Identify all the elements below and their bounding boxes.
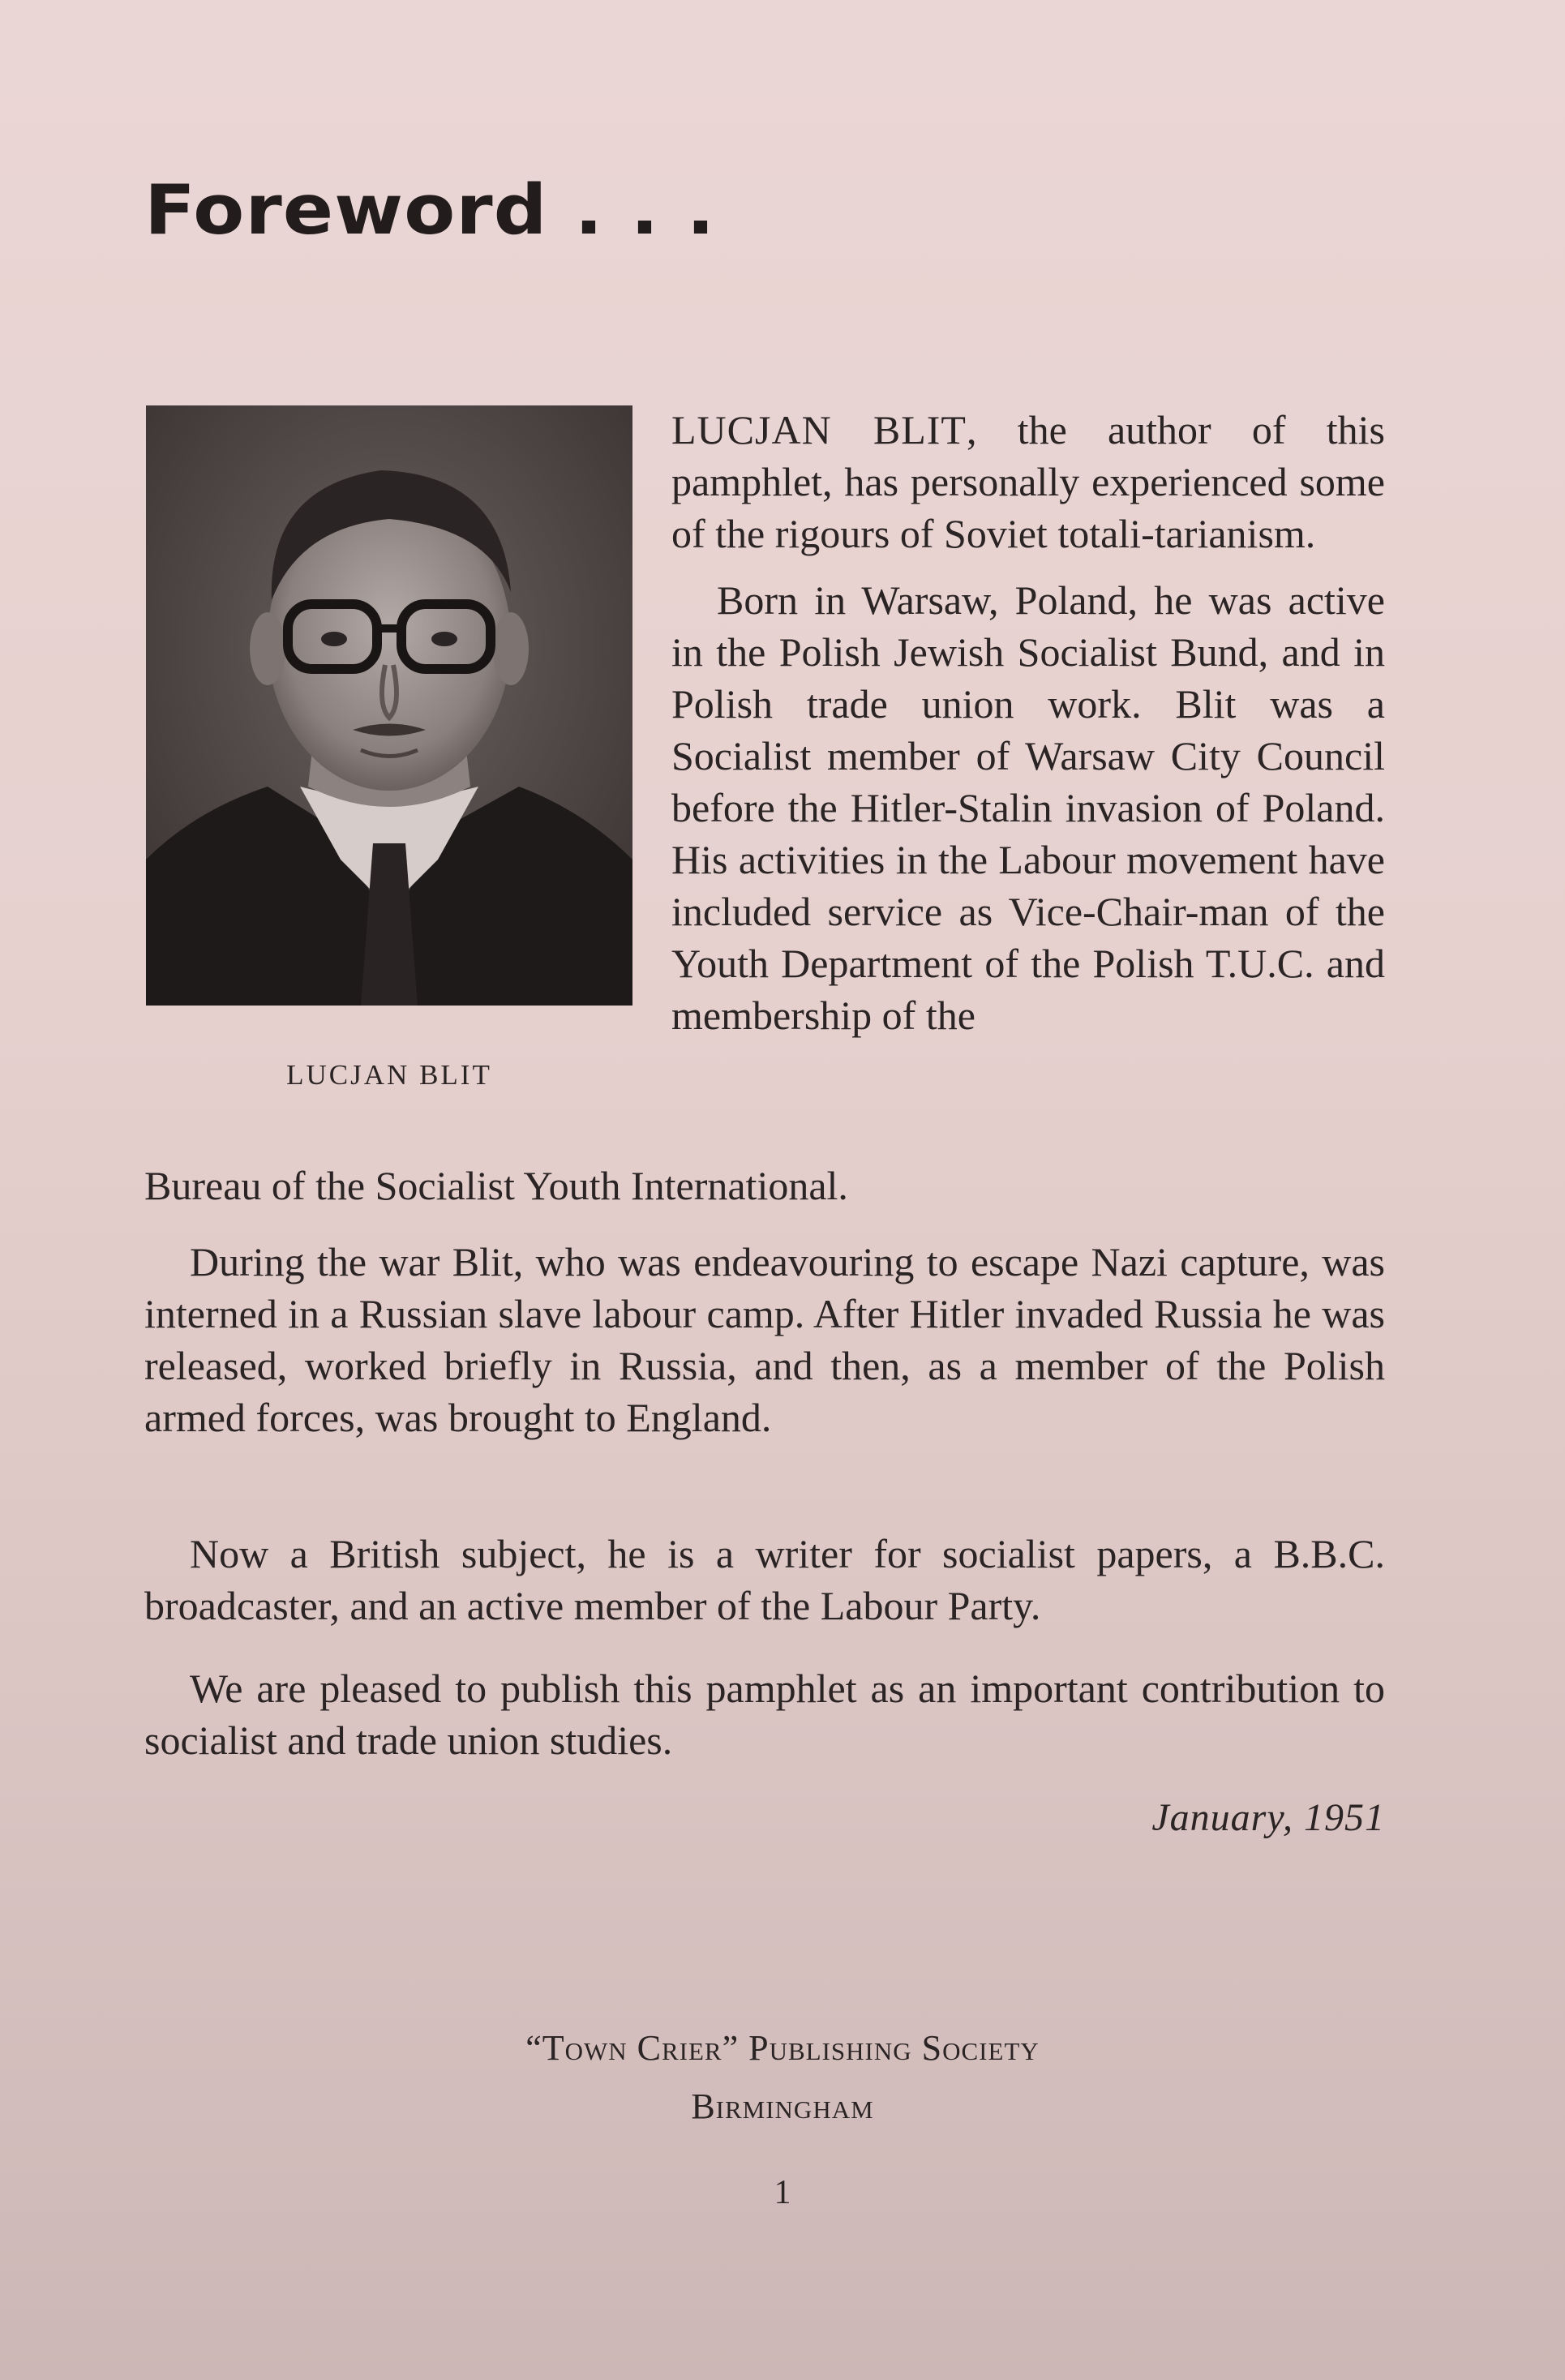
page-title: Foreword . . .	[144, 170, 716, 251]
author-portrait	[146, 405, 632, 1006]
foreword-paragraph-2: Born in Warsaw, Poland, he was active in the Polish Jewish Socialist Bund, and in Polish trade union work. Blit was a Socialist member of Warsaw City Council before the Hitler-Stalin invasion of Poland. His activities in the Labour movement have included service as Vice-Chair-man of the Youth Department of the Polish T.U.C. and membership of the	[671, 577, 1385, 1038]
foreword-paragraph-1	[671, 404, 1385, 560]
paragraph-4-text: Now a British subject, he is a writer for socialist papers, a B.B.C. broadcaster, and an active member of the Labour Party.	[144, 1531, 1385, 1628]
foreword-paragraph-4	[144, 1528, 1385, 1632]
author-name: LUCJAN BLIT	[671, 407, 967, 452]
foreword-paragraph-3	[144, 1236, 1385, 1443]
foreword-intro-column	[671, 404, 1385, 1056]
paragraph-3-text: During the war Blit, who was endeavouring to escape Nazi capture, was interned in a Russian slave labour camp. After Hitler invaded Russia he was released, worked briefly in Russia, and then, as a member of the Polish armed forces, was brought to England.	[144, 1239, 1385, 1440]
paragraph-2-continuation	[144, 1160, 1385, 1211]
foreword-date: January, 1951	[1151, 1796, 1385, 1839]
paragraph-1-text: , the author of this pamphlet, has personally experienced some of the rigours of Soviet totali-tarianism.	[671, 407, 1385, 556]
publisher-city: Birmingham	[691, 2086, 874, 2126]
paragraph-2-tail: Bureau of the Socialist Youth International.	[144, 1163, 848, 1208]
page-number: 1	[774, 2174, 791, 2211]
paragraph-5-text: We are pleased to publish this pamphlet as an important contribution to socialist and trade union studies.	[144, 1666, 1385, 1763]
foreword-paragraph-5	[144, 1662, 1385, 1766]
publisher-name: “Town Crier” Publishing Society	[525, 2028, 1040, 2068]
photo-caption: LUCJAN BLIT	[286, 1059, 492, 1091]
publisher-block	[0, 2019, 1565, 2136]
